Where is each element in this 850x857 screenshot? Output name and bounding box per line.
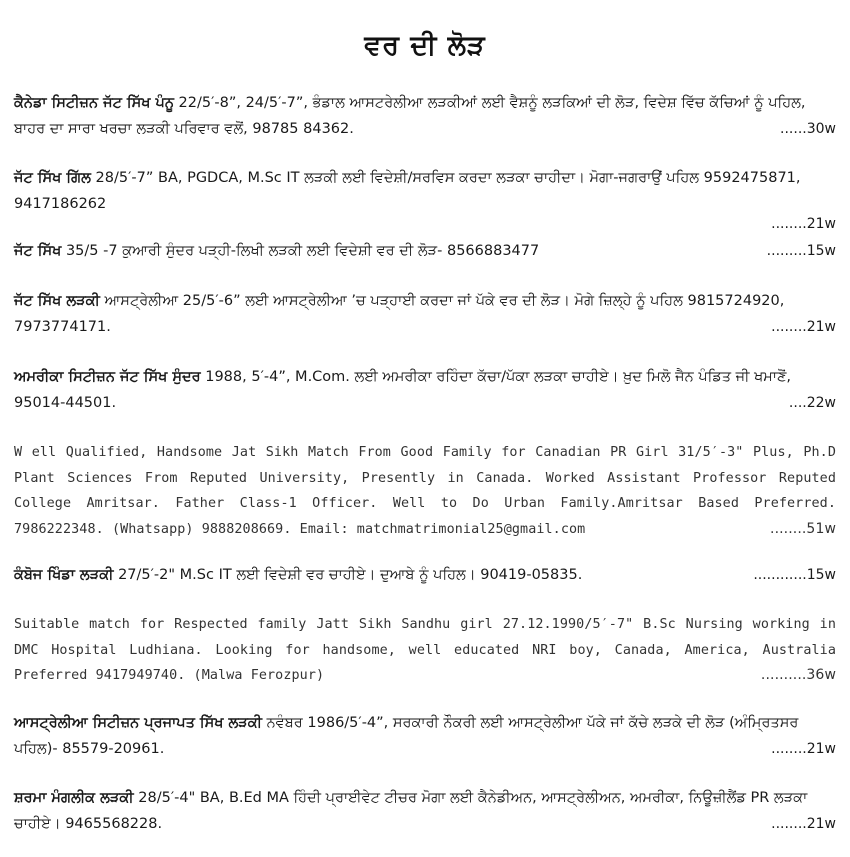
ad-lead: ਕੈਨੇਡਾ ਸਿਟੀਜ਼ਨ ਜੱਟ ਸਿੱਖ ਪੰਨੂ xyxy=(14,95,174,111)
ad-lead: ਅਮਰੀਕਾ ਸਿਟੀਜ਼ਨ ਜੱਟ ਸਿੱਖ ਸੁੰਦਰ xyxy=(14,369,201,385)
ad-lead: ਜੱਟ ਸਿੱਖ ਗਿੱਲ xyxy=(14,170,91,186)
ad-lead: ਆਸਟ੍ਰੇਲੀਆ ਸਿਟੀਜ਼ਨ ਪ੍ਰਜਾਪਤ ਸਿੱਖ ਲੜਕੀ xyxy=(14,715,262,731)
ad-text: 27/5′-2" M.Sc IT ਲਈ ਵਿਦੇਸ਼ੀ ਵਰ ਚਾਹੀਏ। ਦੁਆਬੇ ਨੂੰ ਪਹਿਲ। 90419-05835. xyxy=(113,567,583,583)
ad-item xyxy=(14,364,836,416)
ad-code: ........21w xyxy=(771,216,836,232)
ad-code: ........21w xyxy=(771,741,836,757)
ad-text: W ell Qualified, Handsome Jat Sikh Match From Good Family for Canadian PR Girl 31/5′-3" Plus, Ph.D Plant Sciences From Reputed University, Presently in Canada. Worked Assistant Professor Reputed College Amritsar. Father Class-1 Officer. Well to Do Urban Family.Amritsar Based Preferred. 7986222348. (Whatsapp) 9888208669. Email: matchmatrimonial25@gmail.com xyxy=(14,445,836,537)
ad-item xyxy=(14,440,836,542)
ad-item xyxy=(14,165,836,234)
ad-item xyxy=(14,288,836,340)
ad-item xyxy=(14,562,836,588)
ad-code: ........51w xyxy=(770,520,836,537)
ad-item xyxy=(14,238,836,264)
ad-text: ਆਸਟ੍ਰੇਲੀਆ 25/5′-6” ਲਈ ਆਸਟ੍ਰੇਲੀਆ ’ਚ ਪੜ੍ਹਾਈ ਕਰਦਾ ਜਾਂ ਪੱਕੇ ਵਰ ਦੀ ਲੋੜ। ਮੋਗੇ ਜ਼ਿਲ੍ਹੇ ਨੂੰ ਪਹਿਲ 9815724920, 7973774171. xyxy=(14,293,785,335)
ad-item xyxy=(14,612,836,689)
ad-code: ........21w xyxy=(771,816,836,832)
ad-text: 28/5′-7” BA, PGDCA, M.Sc IT ਲੜਕੀ ਲਈ ਵਿਦੇਸ਼ੀ/ਸਰਵਿਸ ਕਰਦਾ ਲੜਕਾ ਚਾਹੀਦਾ। ਮੋਗਾ-ਜਗਰਾਉਂ ਪਹਿਲ 9592475871, 9417186262 xyxy=(14,170,801,212)
ad-code: ..........36w xyxy=(760,667,836,683)
ad-code: .........15w xyxy=(766,243,836,259)
ad-text: ਨਵੰਬਰ 1986/5′-4”, ਸਰਕਾਰੀ ਨੌਕਰੀ ਲਈ ਆਸਟ੍ਰੇਲੀਆ ਪੱਕੇ ਜਾਂ ਕੱਚੇ ਲੜਕੇ ਦੀ ਲੋੜ (ਅੰਮ੍ਰਿਤਸਰ ਪਹਿਲ)- 85579-20961. xyxy=(14,715,799,757)
ad-item xyxy=(14,90,836,142)
ad-text: 35/5 -7 ਕੁਆਰੀ ਸੁੰਦਰ ਪੜ੍ਹੀ-ਲਿਖੀ ਲੜਕੀ ਲਈ ਵਿਦੇਸ਼ੀ ਵਰ ਦੀ ਲੋੜ- 8566883477 xyxy=(61,243,540,259)
ad-item xyxy=(14,785,836,837)
ad-text: 22/5′-8”, 24/5′-7”, ਭੰਡਾਲ ਆਸਟਰੇਲੀਆ ਲੜਕੀਆਂ ਲਈ ਵੈਸ਼ਨੂੰ ਲੜਕਿਆਂ ਦੀ ਲੋੜ, ਵਿਦੇਸ਼ ਵਿੱਚ ਕੱਚਿਆਂ ਨੂੰ ਪਹਿਲ, ਬਾਹਰ ਦਾ ਸਾਰਾ ਖਰਚਾ ਲੜਕੀ ਪਰਿਵਾਰ ਵਲੋਂ, 98785 84362. xyxy=(14,95,806,137)
ad-lead: ਜੱਟ ਸਿੱਖ ਲੜਕੀ xyxy=(14,293,100,309)
ad-lead: ਜੱਟ ਸਿੱਖ xyxy=(14,243,62,259)
ad-text: 1988, 5′-4”, M.Com. ਲਈ ਅਮਰੀਕਾ ਰਹਿੰਦਾ ਕੱਚਾ/ਪੱਕਾ ਲੜਕਾ ਚਾਹੀਏ। ਖ਼ੁਦ ਮਿਲੋ ਜੈਨ ਪੰਡਿਤ ਜੀ ਖਮਾਣੋਂ, 95014-44501. xyxy=(14,369,792,411)
ad-text: 28/5′-4" BA, B.Ed MA ਹਿੰਦੀ ਪ੍ਰਾਈਵੇਟ ਟੀਚਰ ਮੋਗਾ ਲਈ ਕੈਨੇਡੀਅਨ, ਆਸਟ੍ਰੇਲੀਅਨ, ਅਮਰੀਕਾ, ਨਿਊਜ਼ੀਲੈਂਡ PR ਲੜਕਾ ਚਾਹੀਏ। 9465568228. xyxy=(14,790,808,832)
ad-text: Suitable match for Respected family Jatt Sikh Sandhu girl 27.12.1990/5′-7" B.Sc Nursing working in DMC Hospital Ludhiana. Looking for handsome, well educated NRI boy, Canada, America, Australia Preferred 9417949740. (Malwa Ferozpur) xyxy=(14,617,836,683)
ad-code: ........21w xyxy=(771,319,836,335)
ad-code: ......30w xyxy=(780,121,836,137)
ad-lead: ਸ਼ਰਮਾ ਮੰਗਲੀਕ ਲੜਕੀ xyxy=(14,790,134,806)
ad-code: ....22w xyxy=(788,395,836,411)
page-title: ਵਰ ਦੀ ਲੋੜ xyxy=(364,30,486,61)
ad-code: ............15w xyxy=(753,567,836,583)
ad-item xyxy=(14,710,836,762)
ad-lead: ਕੰਬੋਜ ਖਿੰਡਾ ਲੜਕੀ xyxy=(14,567,114,583)
